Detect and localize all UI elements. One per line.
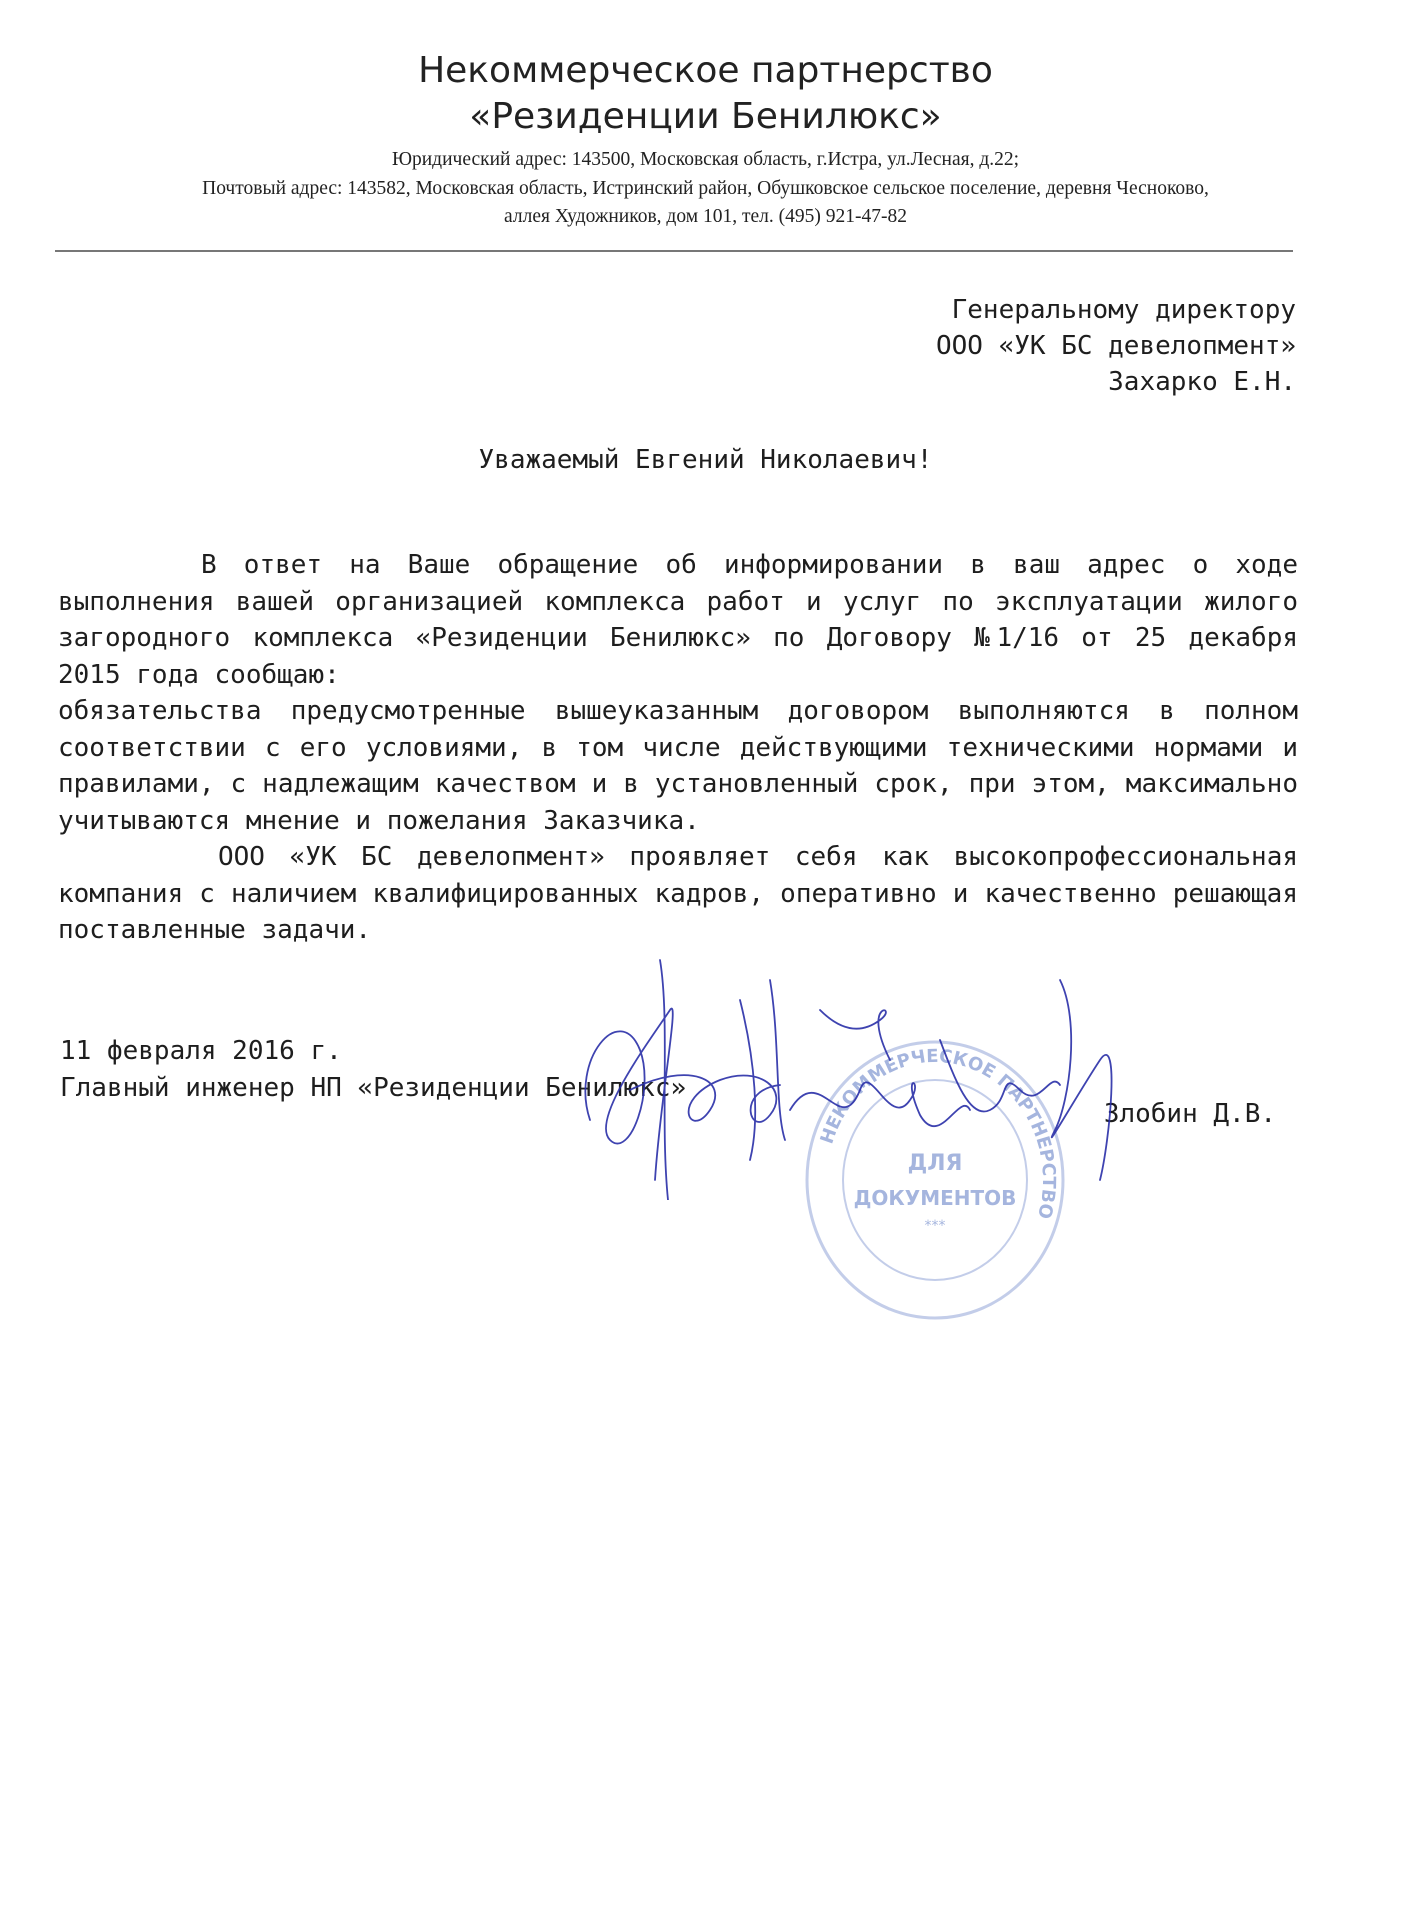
recipient-line-1: Генеральному директору: [951, 295, 1296, 325]
org-name-line-1: Некоммерческое партнерство: [418, 50, 993, 91]
stamp-center-line-2: ДОКУМЕНТОВ: [853, 1186, 1017, 1210]
stamp-ring-text: НЕКОММЕРЧЕСКОЕ ПАРТНЕРСТВО: [816, 1045, 1060, 1221]
legal-address: Юридический адрес: 143500, Московская область, г.Истра, ул.Лесная, д.22;: [391, 149, 1020, 170]
postal-address: [40, 175, 1371, 231]
handwritten-signature: [560, 940, 1140, 1200]
letter-body: [58, 547, 1298, 949]
recipient-line-3: Захарко Е.Н.: [1108, 367, 1296, 397]
postal-address-line-2: аллея Художников, дом 101, тел. (495) 921-47-82: [504, 206, 907, 227]
body-paragraph-3: ООО «УК БС девелопмент» проявляет себя как высокопрофессиональная компания с наличием квалифицированных кадров, оперативно и качественно решающая поставленные задачи.: [58, 842, 1298, 945]
signer-name: Злобин Д.В.: [1103, 1099, 1276, 1129]
stamp-center-line-1: ДЛЯ: [907, 1151, 963, 1176]
stamp-stars: ***: [924, 1218, 946, 1234]
postal-address-line-1: Почтовый адрес: 143582, Московская область, Истринский район, Обушковское сельское поселение, деревня Чесноково,: [202, 178, 1209, 199]
recipient-line-2: ООО «УК БС девелопмент»: [935, 331, 1296, 361]
organization-name: [0, 48, 1411, 140]
org-name-line-2: «Резиденции Бенилюкс»: [469, 96, 942, 137]
body-paragraph-1: В ответ на Ваше обращение об информировании в ваш адрес о ходе выполнения вашей организацией комплекса работ и услуг по эксплуатации жилого загородного комплекса «Резиденции Бенилюкс» по Договору №1/16 от 25 декабря 2015 года сообщаю:: [58, 550, 1298, 690]
letter-date: 11 февраля 2016 г.: [60, 1036, 342, 1066]
recipient-block: [936, 292, 1296, 400]
header-divider: [55, 250, 1293, 252]
signer-position: Главный инженер НП «Резиденции Бенилюкс»: [60, 1073, 687, 1103]
greeting: Уважаемый Евгений Николаевич!: [478, 445, 933, 475]
body-paragraph-2: обязательства предусмотренные вышеуказанным договором выполняются в полном соответствии с его условиями, в том числе действующими техническими нормами и правилами, с надлежащим качеством и в установленный срок, при этом, максимально учитываются мнение и пожелания Заказчика.: [58, 696, 1298, 836]
